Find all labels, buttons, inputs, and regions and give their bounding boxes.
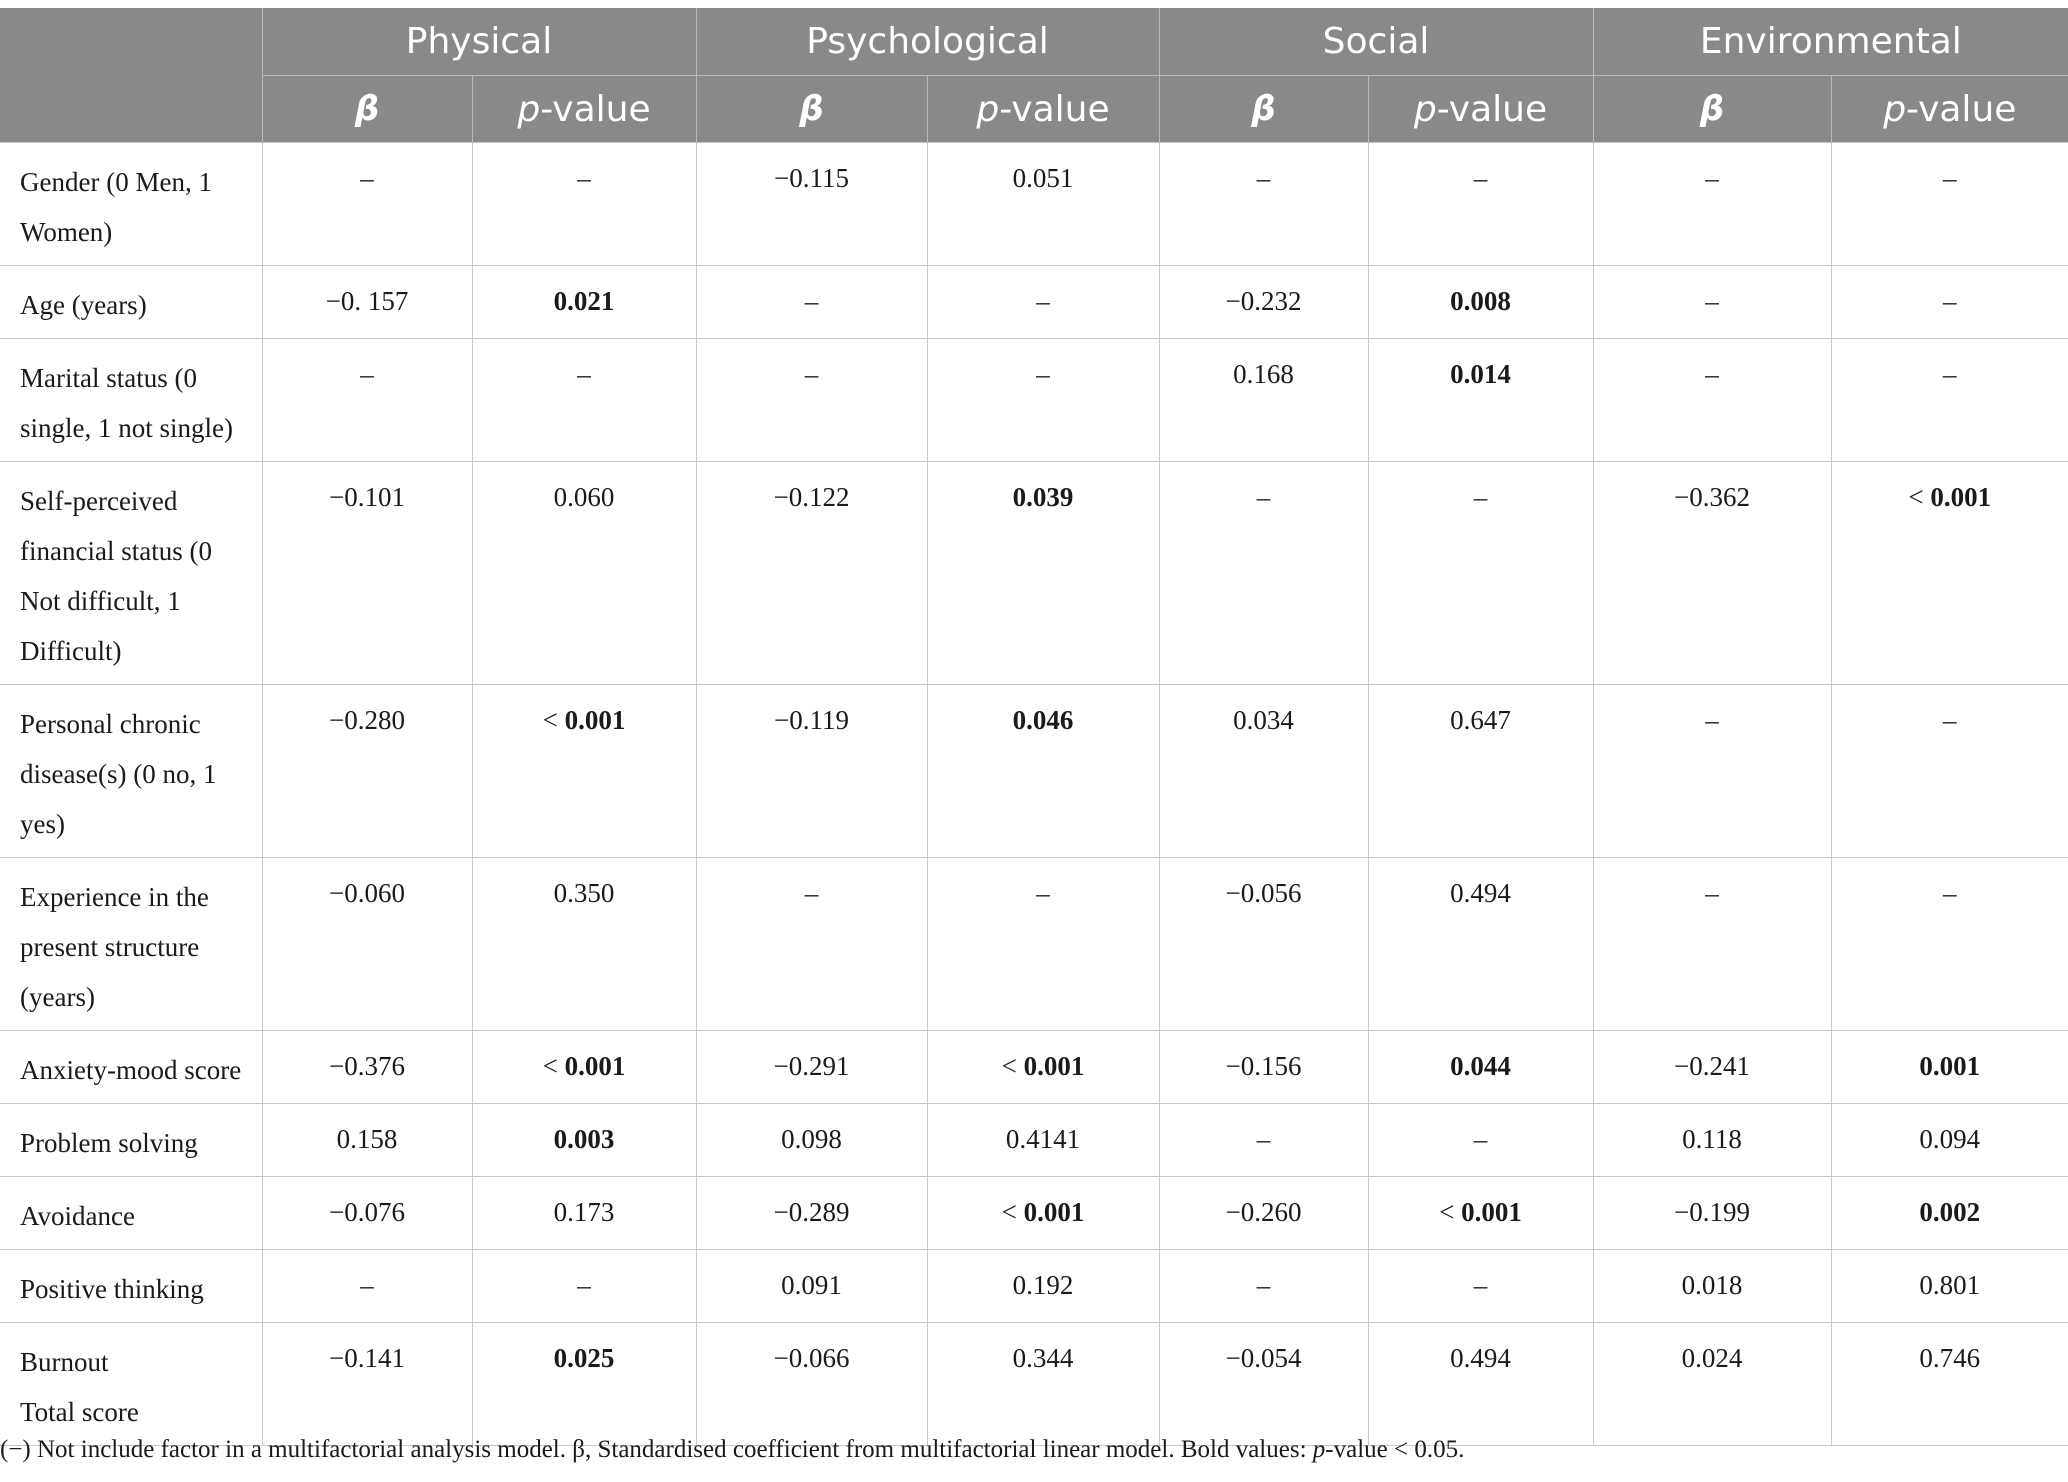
p-value-cell: < 0.001 (472, 685, 696, 858)
beta-cell: −0.066 (696, 1323, 927, 1446)
beta-cell: −0.060 (262, 858, 472, 1031)
beta-cell: −0.280 (262, 685, 472, 858)
beta-cell: – (1159, 1250, 1368, 1323)
table-row (0, 1104, 2068, 1177)
beta-cell: −0.122 (696, 462, 927, 685)
beta-cell: – (1159, 143, 1368, 266)
p-value-cell: 0.801 (1831, 1250, 2068, 1323)
subheader-p-rest: -value (540, 88, 651, 130)
p-value-cell: – (1831, 339, 2068, 462)
beta-cell: −0.119 (696, 685, 927, 858)
less-than-sign: < (542, 705, 565, 735)
table-footnote (0, 1436, 1464, 1464)
p-value-cell: – (472, 339, 696, 462)
beta-cell: −0.289 (696, 1177, 927, 1250)
beta-cell: −0.056 (1159, 858, 1368, 1031)
p-value-cell: 0.003 (472, 1104, 696, 1177)
p-value-cell: 0.039 (927, 462, 1159, 685)
subheader-row (0, 76, 2068, 143)
table-row (0, 266, 2068, 339)
table-row (0, 1250, 2068, 1323)
footnote-tail: -value < 0.05. (1325, 1436, 1465, 1463)
beta-cell: – (696, 339, 927, 462)
p-value-cell: 0.494 (1368, 858, 1593, 1031)
beta-cell: −0.076 (262, 1177, 472, 1250)
table-row (0, 685, 2068, 858)
subheader-p-italic: p (1883, 88, 1907, 130)
beta-cell: 0.091 (696, 1250, 927, 1323)
table-header (0, 8, 2068, 143)
beta-cell: – (262, 339, 472, 462)
row-label: Avoidance (0, 1177, 262, 1250)
beta-cell: 0.034 (1159, 685, 1368, 858)
subheader-p-rest: -value (1436, 88, 1548, 130)
beta-cell: – (262, 1250, 472, 1323)
beta-cell: – (1593, 339, 1831, 462)
p-value-cell: 0.350 (472, 858, 696, 1031)
beta-cell: −0.199 (1593, 1177, 1831, 1250)
row-label: Experience in the present structure (years) (0, 858, 262, 1031)
beta-cell: – (1159, 462, 1368, 685)
subheader-p-value (1831, 76, 2068, 143)
subheader-p-rest: -value (999, 88, 1110, 130)
beta-cell: −0.115 (696, 143, 927, 266)
p-value-cell: < 0.001 (472, 1031, 696, 1104)
p-value-cell: 0.002 (1831, 1177, 2068, 1250)
p-value-cell: – (472, 143, 696, 266)
row-label: Age (years) (0, 266, 262, 339)
p-value-cell: 0.494 (1368, 1323, 1593, 1446)
p-value-cell: < 0.001 (927, 1031, 1159, 1104)
beta-cell: −0. 157 (262, 266, 472, 339)
beta-cell: 0.158 (262, 1104, 472, 1177)
p-value-cell: 0.021 (472, 266, 696, 339)
p-value-cell: 0.001 (1831, 1031, 2068, 1104)
less-than-sign: < (542, 1051, 565, 1081)
subheader-beta: β (1159, 76, 1368, 143)
subheader-p-value (1368, 76, 1593, 143)
subheader-p-value (927, 76, 1159, 143)
p-value-cell: 0.192 (927, 1250, 1159, 1323)
header-corner (0, 8, 262, 143)
row-label: Gender (0 Men, 1 Women) (0, 143, 262, 266)
p-value-cell: – (1368, 1250, 1593, 1323)
subheader-p-italic: p (517, 88, 541, 130)
footnote-main: (−) Not include factor in a multifactorial analysis model. β, Standardised coefficient from multifactorial linear model. Bold values: (0, 1436, 1313, 1463)
beta-cell: – (1593, 685, 1831, 858)
subheader-p-rest: -value (1906, 88, 2017, 130)
p-value-cell: 0.044 (1368, 1031, 1593, 1104)
subheader-beta: β (262, 76, 472, 143)
p-value-cell: < 0.001 (1368, 1177, 1593, 1250)
p-value-cell: – (927, 266, 1159, 339)
p-value-cell: 0.046 (927, 685, 1159, 858)
p-value-cell: 0.746 (1831, 1323, 2068, 1446)
regression-table-container (0, 8, 2068, 1446)
p-value-cell: – (1831, 858, 2068, 1031)
p-value-cell: – (1831, 143, 2068, 266)
p-value-cell: – (472, 1250, 696, 1323)
header-social: Social (1159, 8, 1593, 76)
p-value-cell: < 0.001 (927, 1177, 1159, 1250)
beta-cell: −0.241 (1593, 1031, 1831, 1104)
row-label: Positive thinking (0, 1250, 262, 1323)
beta-cell: −0.232 (1159, 266, 1368, 339)
beta-cell: – (696, 858, 927, 1031)
p-value-cell: < 0.001 (1831, 462, 2068, 685)
row-label: Anxiety-mood score (0, 1031, 262, 1104)
row-label: Personal chronic disease(s) (0 no, 1 yes) (0, 685, 262, 858)
less-than-sign: < (1908, 482, 1931, 512)
table-row (0, 339, 2068, 462)
beta-cell: – (1159, 1104, 1368, 1177)
p-value-cell: 0.025 (472, 1323, 696, 1446)
beta-cell: – (1593, 143, 1831, 266)
table-row (0, 462, 2068, 685)
table-row (0, 1031, 2068, 1104)
table-body (0, 143, 2068, 1446)
p-value-cell: 0.014 (1368, 339, 1593, 462)
p-value-cell: 0.344 (927, 1323, 1159, 1446)
beta-cell: −0.376 (262, 1031, 472, 1104)
less-than-sign: < (1439, 1197, 1462, 1227)
beta-cell: −0.141 (262, 1323, 472, 1446)
beta-cell: 0.018 (1593, 1250, 1831, 1323)
p-value-cell: – (1368, 462, 1593, 685)
beta-cell: −0.054 (1159, 1323, 1368, 1446)
beta-cell: −0.291 (696, 1031, 927, 1104)
footnote-italic: p (1312, 1436, 1326, 1463)
subheader-beta: β (696, 76, 927, 143)
p-value-cell: 0.008 (1368, 266, 1593, 339)
p-value-cell: – (927, 339, 1159, 462)
subheader-p-value (472, 76, 696, 143)
less-than-sign: < (1001, 1051, 1024, 1081)
header-physical: Physical (262, 8, 696, 76)
subheader-beta: β (1593, 76, 1831, 143)
beta-cell: −0.101 (262, 462, 472, 685)
p-value-cell: 0.173 (472, 1177, 696, 1250)
beta-cell: – (1593, 858, 1831, 1031)
beta-cell: – (696, 266, 927, 339)
table-row (0, 1323, 2068, 1446)
p-value-cell: 0.4141 (927, 1104, 1159, 1177)
beta-cell: 0.098 (696, 1104, 927, 1177)
row-label: Problem solving (0, 1104, 262, 1177)
beta-cell: −0.156 (1159, 1031, 1368, 1104)
row-label: Burnout Total score (0, 1323, 262, 1446)
p-value-cell: 0.094 (1831, 1104, 2068, 1177)
table-row (0, 143, 2068, 266)
less-than-sign: < (1001, 1197, 1024, 1227)
p-value-cell: – (1831, 685, 2068, 858)
p-value-cell: – (1831, 266, 2068, 339)
table-row (0, 1177, 2068, 1250)
beta-cell: 0.168 (1159, 339, 1368, 462)
p-value-cell: 0.051 (927, 143, 1159, 266)
p-value-cell: – (1368, 143, 1593, 266)
beta-cell: – (262, 143, 472, 266)
row-label: Self-perceived financial status (0 Not difficult, 1 Difficult) (0, 462, 262, 685)
p-value-cell: – (1368, 1104, 1593, 1177)
p-value-cell: – (927, 858, 1159, 1031)
subheader-p-italic: p (1413, 88, 1437, 130)
regression-table (0, 8, 2068, 1446)
p-value-cell: 0.060 (472, 462, 696, 685)
p-value-cell: 0.647 (1368, 685, 1593, 858)
beta-cell: 0.118 (1593, 1104, 1831, 1177)
beta-cell: −0.260 (1159, 1177, 1368, 1250)
beta-cell: −0.362 (1593, 462, 1831, 685)
row-label: Marital status (0 single, 1 not single) (0, 339, 262, 462)
table-row (0, 858, 2068, 1031)
header-psychological: Psychological (696, 8, 1159, 76)
beta-cell: – (1593, 266, 1831, 339)
header-environmental: Environmental (1593, 8, 2068, 76)
beta-cell: 0.024 (1593, 1323, 1831, 1446)
subheader-p-italic: p (976, 88, 1000, 130)
